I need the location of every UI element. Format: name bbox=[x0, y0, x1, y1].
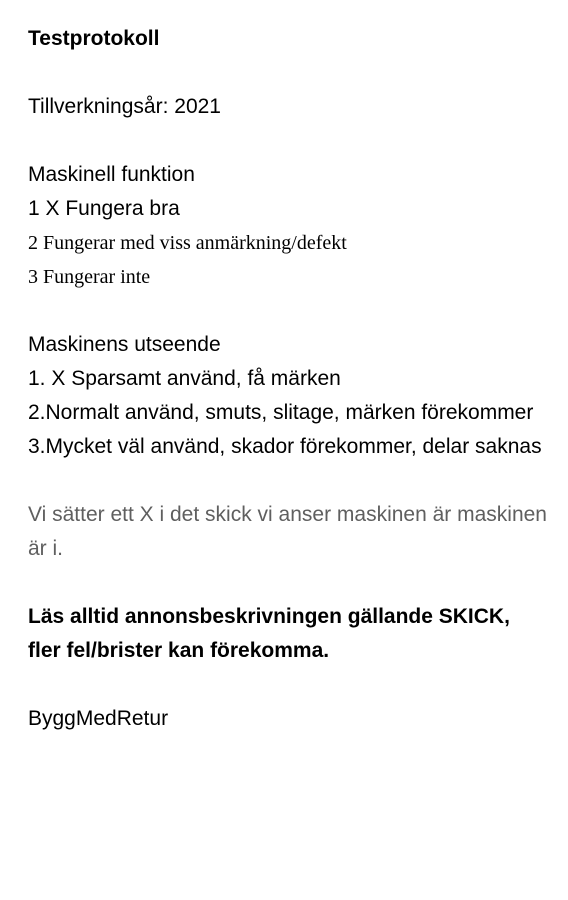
appearance-item-1: 1. X Sparsamt använd, få märken bbox=[28, 367, 341, 390]
seller-signature: ByggMedRetur bbox=[28, 707, 169, 730]
spacer bbox=[28, 294, 548, 328]
function-item-3: 3 Fungerar inte bbox=[28, 266, 151, 288]
manufacture-year: Tillverkningsår: 2021 bbox=[28, 95, 221, 118]
function-item-1: 1 X Fungera bra bbox=[28, 197, 180, 220]
spacer bbox=[28, 566, 548, 600]
function-heading: Maskinell funktion bbox=[28, 163, 195, 186]
appearance-item-3: 3.Mycket väl använd, skador förekommer, delar saknas bbox=[28, 435, 542, 458]
condition-warning: Läs alltid annonsbeskrivningen gällande SKICK, fler fel/brister kan förekomma. bbox=[28, 605, 510, 662]
spacer bbox=[28, 668, 548, 702]
spacer bbox=[28, 124, 548, 158]
spacer bbox=[28, 464, 548, 498]
listing-description bbox=[28, 22, 548, 736]
protocol-title: Testprotokoll bbox=[28, 27, 160, 50]
condition-note: Vi sätter ett X i det skick vi anser maskinen är maskinen är i. bbox=[28, 503, 547, 560]
spacer bbox=[28, 56, 548, 90]
appearance-heading: Maskinens utseende bbox=[28, 333, 221, 356]
appearance-item-2: 2.Normalt använd, smuts, slitage, märken förekommer bbox=[28, 401, 534, 424]
function-item-2: 2 Fungerar med viss anmärkning/defekt bbox=[28, 232, 347, 254]
